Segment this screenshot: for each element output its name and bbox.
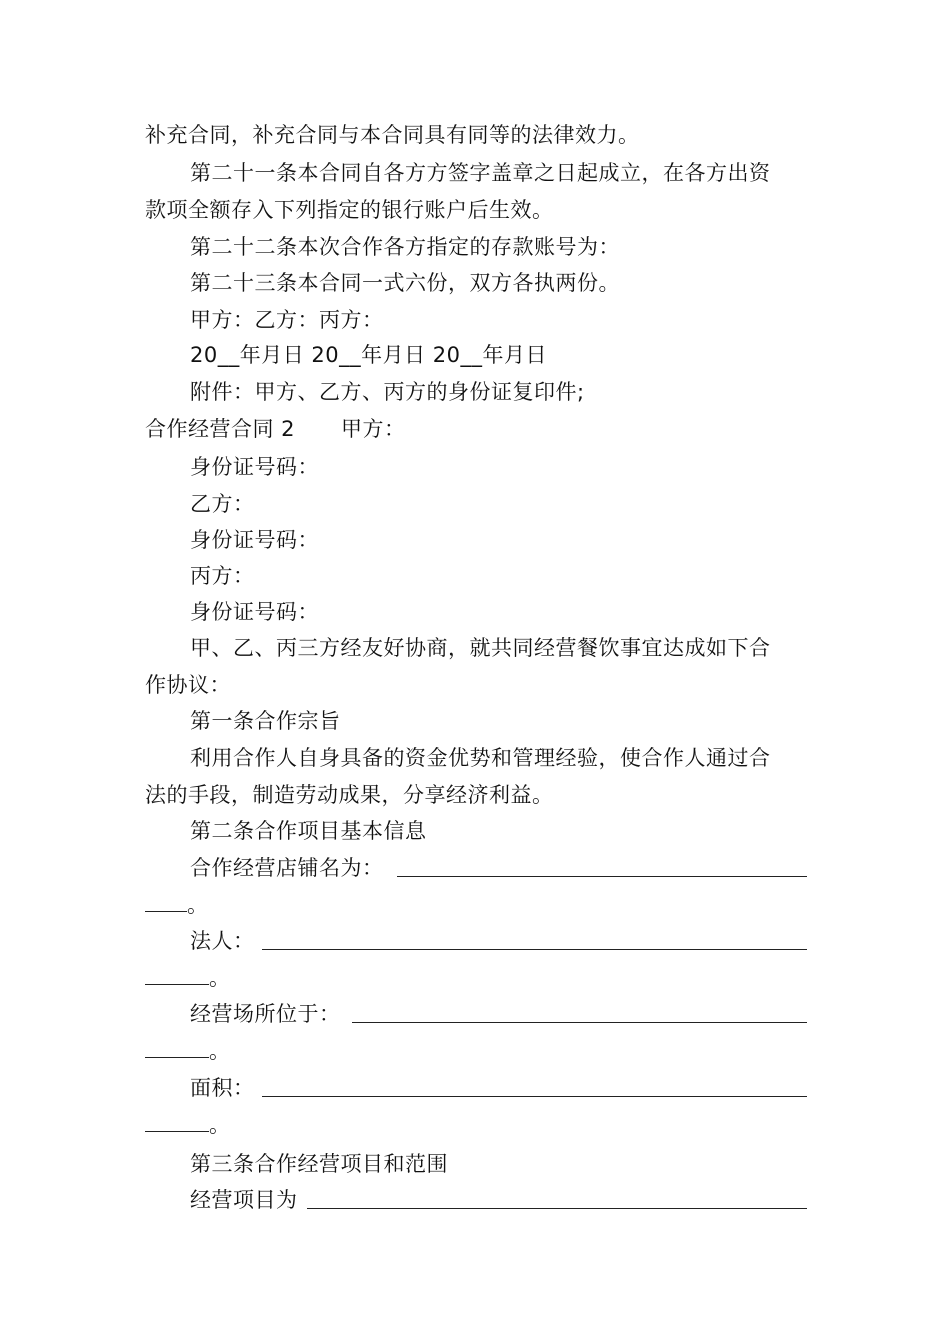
article-22-line: 第二十二条本次合作各方指定的存款账号为：: [190, 235, 620, 259]
blank-underline: [145, 984, 209, 985]
article-3-heading: 第三条合作经营项目和范围: [190, 1152, 448, 1176]
location-blank: [352, 1022, 807, 1023]
legal-person-blank: [262, 949, 807, 950]
continuation-line: [145, 963, 231, 993]
blank-underline: [145, 1057, 209, 1058]
article-21-line: 第二十一条本合同自各方方签字盖章之日起成立，在各方出资: [190, 161, 771, 185]
blank-underline: [145, 911, 187, 912]
signatories-line: 甲方：乙方：丙方：: [190, 308, 384, 332]
continuation-line: [145, 1036, 231, 1066]
paragraph-line: 补充合同，补充合同与本合同具有同等的法律效力。: [145, 123, 640, 147]
id-number-line: 身份证号码：: [190, 455, 319, 479]
paragraph-line: 法的手段，制造劳动成果，分享经济利益。: [145, 783, 554, 807]
blank-underline: [145, 1131, 209, 1132]
article-2-heading: 第二条合作项目基本信息: [190, 819, 427, 843]
party-b-label: 乙方：: [190, 492, 255, 516]
id-number-line: 身份证号码：: [190, 528, 319, 552]
contract-heading-line: [145, 414, 406, 444]
article-1-heading: 第一条合作宗旨: [190, 709, 341, 733]
business-items-blank: [307, 1208, 807, 1209]
paragraph-line: 款项全额存入下列指定的银行账户后生效。: [145, 198, 554, 222]
business-items-label: 经营项目为: [190, 1188, 298, 1212]
article-23-line: 第二十三条本合同一式六份，双方各执两份。: [190, 271, 620, 295]
area-blank: [262, 1096, 807, 1097]
continuation-line: [145, 1110, 231, 1140]
date-line: 20__年月日 20__年月日 20__年月日: [190, 343, 548, 367]
purpose-line: 利用合作人自身具备的资金优势和管理经验，使合作人通过合: [190, 746, 771, 770]
store-name-blank: [397, 876, 807, 877]
period: 。: [209, 1113, 231, 1137]
party-c-label: 丙方：: [190, 564, 255, 588]
location-label: 经营场所位于：: [190, 1002, 341, 1026]
period: 。: [209, 966, 231, 990]
party-a-label: 甲方：: [341, 417, 406, 441]
area-label: 面积：: [190, 1076, 255, 1100]
store-name-label: 合作经营店铺名为：: [190, 856, 384, 880]
contract-title: 合作经营合同 2: [145, 417, 296, 441]
id-number-line: 身份证号码：: [190, 600, 319, 624]
paragraph-line: 作协议：: [145, 673, 231, 697]
period: 。: [209, 1039, 231, 1063]
legal-person-label: 法人：: [190, 929, 255, 953]
attachment-line: 附件：甲方、乙方、丙方的身份证复印件;: [190, 380, 585, 404]
continuation-line: [145, 890, 209, 920]
period: 。: [187, 893, 209, 917]
preamble-line: 甲、乙、丙三方经友好协商，就共同经营餐饮事宜达成如下合: [190, 636, 771, 660]
